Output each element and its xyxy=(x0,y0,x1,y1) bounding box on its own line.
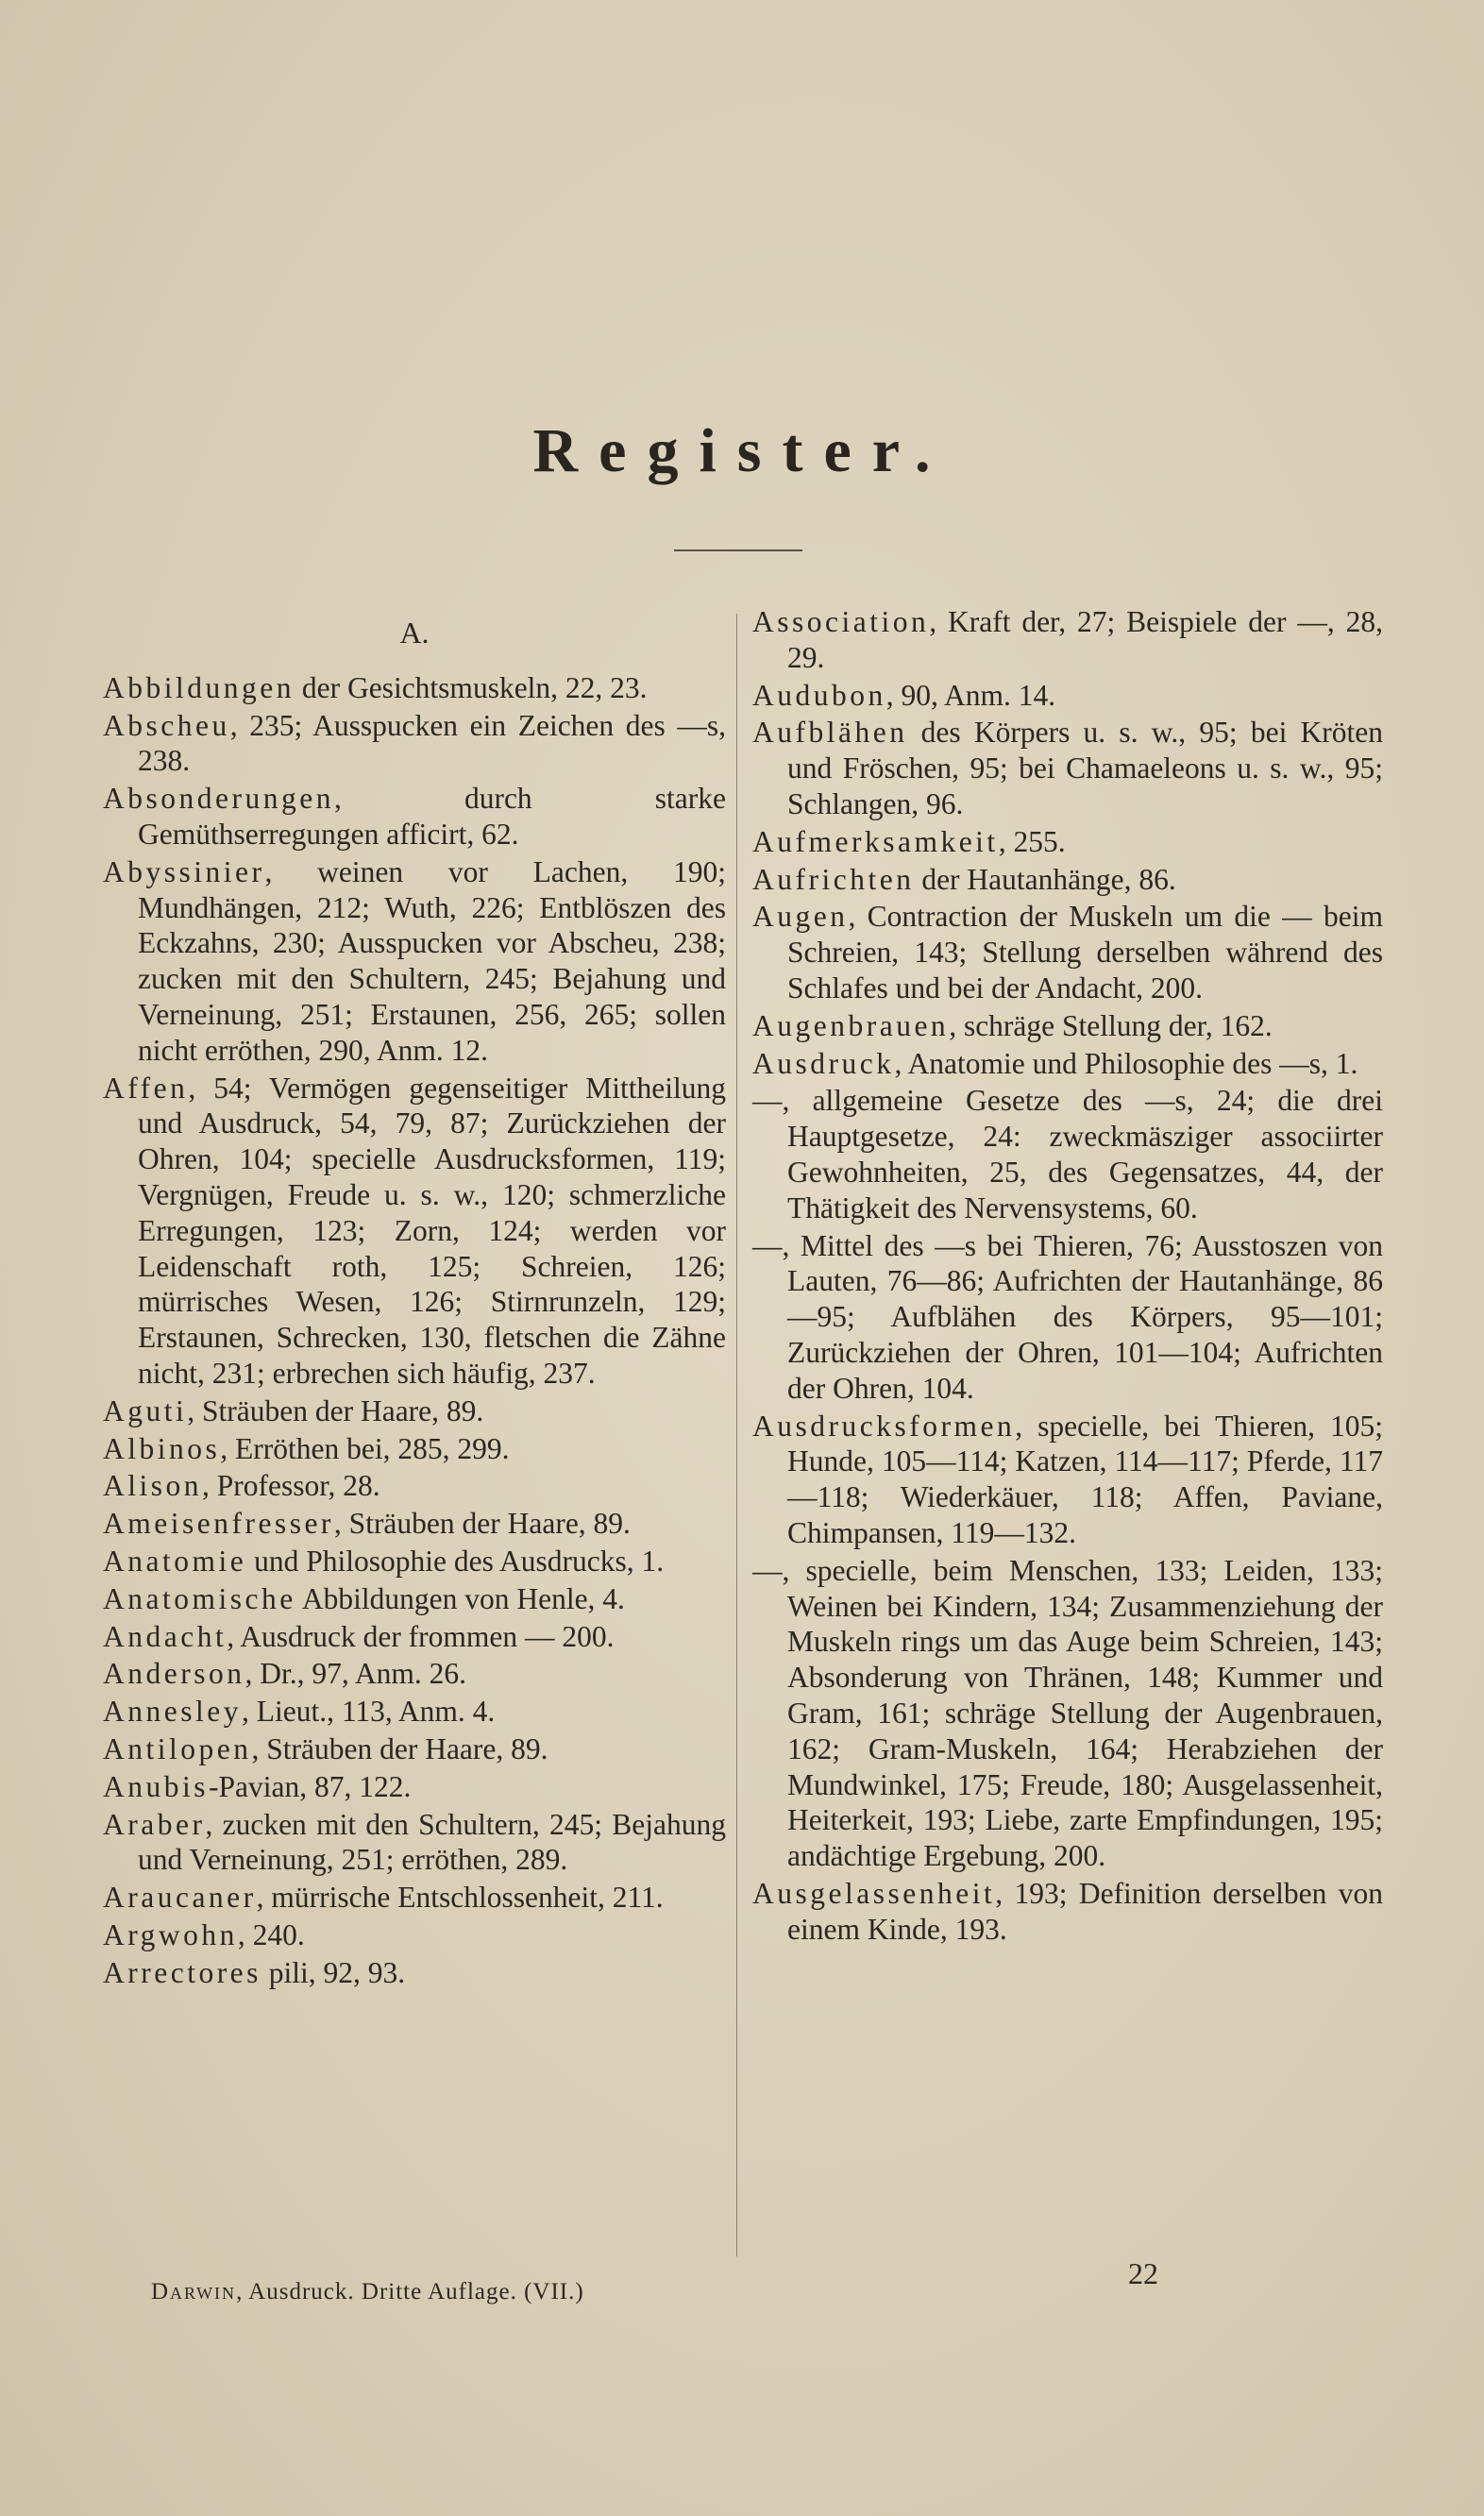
entry-headword: Aguti xyxy=(103,1393,188,1427)
index-entry xyxy=(103,1955,726,1991)
index-entry xyxy=(103,1769,726,1805)
column-divider xyxy=(736,614,737,2256)
entry-text: , durch starke Gemüthserregungen afficirt, 62. xyxy=(138,782,726,851)
index-entry xyxy=(103,854,726,1069)
entry-headword: Abyssinier xyxy=(103,854,265,888)
entry-headword: Affen xyxy=(103,1071,189,1105)
left-entry-list xyxy=(103,670,726,1991)
entry-text: , 54; Vermögen gegenseitiger Mittheilung und Ausdruck, 54, 79, 87; Zurückziehen der Ohren, 104; specielle Ausdrucksformen, 119; Vergnügen, Freude u. s. w., 120; schmerzliche Erregungen, 123; Zorn, 124; werden vor Leidenschaft roth, 125; Schreien, 126; mürrisches Wesen, 126; Stirnrunzeln, 129; Erstaunen, Schrecken, 130, fletschen die Zähne nicht, 231; erbrechen sich häufig, 237. xyxy=(138,1071,726,1390)
entry-text: -Pavian, 87, 122. xyxy=(209,1769,412,1803)
index-entry xyxy=(752,1008,1383,1044)
right-column xyxy=(752,604,1383,1949)
entry-headword: Alison xyxy=(103,1469,203,1503)
entry-text: , Sträuben der Haare, 89. xyxy=(333,1507,631,1541)
index-entry xyxy=(103,781,726,853)
entry-text: , specielle, bei Thieren, 105; Hunde, 105—114; Katzen, 114—117; Pferde, 117—118; Wiederkäuer, 118; Affen, Paviane, Chimpansen, 119—132. xyxy=(787,1409,1383,1549)
index-entry xyxy=(103,1694,726,1730)
index-entry xyxy=(752,678,1383,714)
entry-headword: Andacht xyxy=(103,1619,228,1653)
index-entry xyxy=(752,715,1383,821)
entry-headword: Anubis xyxy=(103,1769,210,1803)
right-entry-list xyxy=(752,604,1383,1947)
entry-headword: Aufblähen xyxy=(752,716,908,750)
entry-text: —, allgemeine Gesetze des —s, 24; die drei Hauptgesetze, 24: zweckmäsziger associirter Gewohnheiten, 25, des Gegensatzes, 44, der Thätigkeit des Nervensystems, 60. xyxy=(752,1084,1383,1224)
footer-rest: , Ausdruck. Dritte Auflage. (VII.) xyxy=(236,2279,584,2305)
title-rule xyxy=(674,549,802,551)
entry-text: , 193; Definition derselben von einem Kinde, 193. xyxy=(787,1876,1383,1946)
entry-text: , 235; Ausspucken ein Zeichen des —s, 238. xyxy=(138,708,726,778)
entry-headword: Arrectores xyxy=(103,1955,261,1989)
entry-text: , weinen vor Lachen, 190; Mundhängen, 212; Wuth, 226; Entblöszen des Eckzahns, 230; Ausspucken vor Abscheu, 238; zucken mit den Schultern, 245; Bejahung und Verneinung, 251; Erstaunen, 256, 265; sollen nicht erröthen, 290, Anm. 12. xyxy=(138,854,726,1067)
entry-text: , Sträuben der Haare, 89. xyxy=(251,1731,548,1765)
left-column xyxy=(103,604,726,1992)
entry-headword: Argwohn xyxy=(103,1917,238,1951)
index-entry xyxy=(752,862,1383,898)
footer-author: Darwin xyxy=(151,2279,237,2305)
entry-headword: Abscheu xyxy=(103,708,230,742)
index-entry xyxy=(103,1619,726,1655)
entry-text: —, Mittel des —s bei Thieren, 76; Ausstoszen von Lauten, 76—86; Aufrichten der Hautanhänge, 86—95; Aufblähen des Körpers, 95—101; Zurückziehen der Ohren, 101—104; Aufrichten der Ohren, 104. xyxy=(752,1228,1383,1405)
index-entry xyxy=(103,1656,726,1692)
entry-text: der Gesichtsmuskeln, 22, 23. xyxy=(294,670,648,704)
page-title: Register. xyxy=(532,416,952,485)
signature-mark: 22 xyxy=(1128,2256,1158,2290)
entry-headword: Association xyxy=(752,605,930,638)
entry-headword: Aufmerksamkeit xyxy=(752,824,999,858)
entry-headword: Antilopen xyxy=(103,1731,252,1765)
entry-text: , Professor, 28. xyxy=(202,1469,380,1503)
index-entry xyxy=(752,1409,1383,1551)
entry-text: , Erröthen bei, 285, 299. xyxy=(220,1431,510,1465)
index-entry xyxy=(103,1468,726,1504)
index-entry xyxy=(752,1046,1383,1082)
entry-text: pili, 92, 93. xyxy=(261,1955,406,1989)
entry-headword: Anatomie xyxy=(103,1544,247,1578)
index-entry xyxy=(103,1544,726,1579)
index-entry xyxy=(752,1083,1383,1225)
entry-text: und Philosophie des Ausdrucks, 1. xyxy=(246,1544,665,1578)
entry-text: , 240. xyxy=(237,1917,305,1951)
index-entry xyxy=(103,1880,726,1916)
entry-headword: Ausdruck xyxy=(752,1046,895,1080)
entry-text: , Contraction der Muskeln um die — beim Schreien, 143; Stellung derselben während des Schlafes und bei der Andacht, 200. xyxy=(787,900,1383,1005)
footer-signature-line xyxy=(151,2279,584,2305)
entry-text: des Körpers u. s. w., 95; bei Kröten und Fröschen, 95; bei Chamaeleons u. s. w., 95; Schlangen, 96. xyxy=(787,716,1383,820)
index-entry xyxy=(103,670,726,706)
entry-text: , Kraft der, 27; Beispiele der —, 28, 29. xyxy=(787,605,1383,674)
entry-text: —, specielle, beim Menschen, 133; Leiden, 133; Weinen bei Kindern, 134; Zusammenziehung der Muskeln rings um das Auge beim Schreien, 143; Absonderung von Thränen, 148; Kummer und Gram, 161; schräge Stellung der Augenbrauen, 162; Gram-Muskeln, 164; Herabziehen der Mundwinkel, 175; Freude, 180; Ausgelassenheit, Heiterkeit, 193; Liebe, zarte Empfindungen, 195; andächtige Ergebung, 200. xyxy=(752,1553,1383,1873)
entry-text: Abbildungen von Henle, 4. xyxy=(295,1581,625,1615)
entry-text: , 255. xyxy=(998,824,1066,858)
entry-text: der Hautanhänge, 86. xyxy=(914,862,1176,896)
index-entry xyxy=(752,824,1383,860)
entry-text: , Ausdruck der frommen — 200. xyxy=(227,1619,615,1653)
entry-headword: Albinos xyxy=(103,1431,221,1465)
entry-headword: Araucaner xyxy=(103,1881,257,1915)
index-entry xyxy=(752,1876,1383,1948)
entry-headword: Audubon xyxy=(752,678,886,712)
index-entry xyxy=(103,1393,726,1429)
entry-text: , mürrische Entschlossenheit, 211. xyxy=(256,1881,664,1915)
entry-headword: Anderson xyxy=(103,1657,245,1691)
index-entry xyxy=(752,1553,1383,1874)
index-entry xyxy=(103,1581,726,1617)
entry-headword: Aufrichten xyxy=(752,862,915,896)
entry-headword: Ausdrucksformen xyxy=(752,1409,1016,1443)
entry-headword: Annesley xyxy=(103,1695,242,1729)
index-entry xyxy=(752,899,1383,1005)
index-entry xyxy=(103,1807,726,1879)
entry-headword: Augen xyxy=(752,900,849,934)
entry-headword: Araber xyxy=(103,1807,206,1841)
entry-headword: Augenbrauen xyxy=(752,1008,950,1042)
entry-headword: Anatomische xyxy=(103,1581,296,1615)
entry-text: , Sträuben der Haare, 89. xyxy=(187,1393,484,1427)
index-entry xyxy=(103,1506,726,1542)
entry-headword: Ausgelassenheit xyxy=(752,1876,996,1910)
index-entry xyxy=(103,1917,726,1953)
section-letter: A. xyxy=(399,616,430,650)
index-entry xyxy=(103,1731,726,1767)
entry-headword: Absonderungen xyxy=(103,782,334,816)
entry-text: , Dr., 97, Anm. 26. xyxy=(245,1657,466,1691)
entry-text: , 90, Anm. 14. xyxy=(885,678,1056,712)
entry-text: , schräge Stellung der, 162. xyxy=(949,1008,1273,1042)
index-entry xyxy=(103,1071,726,1392)
index-entry xyxy=(103,1431,726,1467)
entry-text: , zucken mit den Schultern, 245; Bejahung und Verneinung, 251; erröthen, 289. xyxy=(138,1807,726,1877)
entry-headword: Abbildungen xyxy=(103,670,295,704)
entry-headword: Ameisenfresser xyxy=(103,1507,334,1541)
entry-text: , Lieut., 113, Anm. 4. xyxy=(241,1695,496,1729)
index-entry xyxy=(752,604,1383,676)
index-entry xyxy=(752,1228,1383,1407)
entry-text: , Anatomie und Philosophie des —s, 1. xyxy=(894,1046,1358,1080)
index-entry xyxy=(103,708,726,780)
